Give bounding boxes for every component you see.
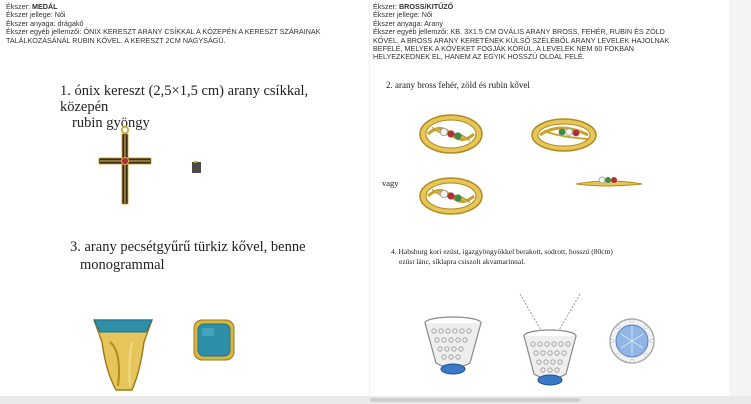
left-header-details: Ékszer egyéb jellemzői: ÓNIX KERESZT ARANY CSÍKKAL A KÖZEPÉN A KERESZT SZÁRAINAK TALÁLKOZÁSÁNÁL RUBIN KŐVEL. A KERESZT 2CM NAGYSÁGÚ.: [6, 27, 321, 45]
caption-cross: 1. ónix kereszt (2,5×1,5 cm) arany csíkkal, közepén rubin gyöngy: [60, 83, 309, 131]
right-header-character: Ékszer jellege: Női: [373, 10, 433, 20]
brooch-front-view-2: [530, 117, 598, 153]
left-header-type: MEDÁL: [31, 2, 58, 11]
label-or: vagy: [382, 178, 399, 188]
caption-necklace: 4. Habsburg kori ezüst, igazgyöngyökkel berakott, sodrott, hosszú (80cm) ezüst lánc, síklapra csiszolt akvamarinnal.: [391, 247, 613, 266]
cross-side-view: [191, 161, 203, 175]
aquamarine-top-view: [607, 316, 657, 366]
left-header-type-row: Ékszer: MEDÁL: [6, 2, 58, 11]
signet-ring-side-view: [88, 312, 158, 394]
left-header-character: Ékszer jellege: Női: [6, 10, 66, 20]
caption-signet-ring: 3. arany pecsétgyűrű türkiz kővel, benne monogrammal: [70, 239, 306, 273]
right-header-details: Ékszer egyéb jellemzői: KB. 3X1.5 CM OVÁLIS ARANY BROSS, FEHÉR, RUBIN ÉS ZÖLD KŐVEL. A BROSS ARANY KERETÉNEK KÜLSŐ SZÉLÉBŐL ARANY LEVELEK HAJOLNAK BEFELÉ, MELYEK A KÖVEKET FOGJÁK KÖRÜL. A LEVELEK NEM 60 FOKBAN HELYEZKEDNEK EL, HANEM AZ EGYIK HOSSZÚ OLDAL FELÉ.: [373, 27, 670, 62]
left-jewel-header: [6, 3, 351, 45]
right-jewel-header: [373, 3, 691, 62]
brooch-front-view-1: [418, 113, 484, 155]
right-header-type-row: Ékszer: BROSS/KITŰZŐ: [373, 2, 454, 11]
left-header-material: Ékszer anyaga: drágakő: [6, 18, 84, 28]
scrollbar-thumb[interactable]: [370, 398, 580, 402]
brooch-side-view: [574, 175, 644, 189]
right-header-type: BROSS/KITŰZŐ: [398, 2, 454, 11]
brooch-front-view-3: [418, 176, 484, 216]
necklace-pendant-front: [420, 313, 486, 379]
right-header-material: Ékszer anyaga: Arany: [373, 18, 443, 28]
necklace-with-chain: [512, 292, 588, 392]
signet-ring-top-view: [192, 318, 236, 362]
caption-brooch: 2. arany bross fehér, zöld és rubin kővel: [386, 80, 530, 90]
page-divider: [369, 0, 370, 396]
viewer-right-edge: [729, 0, 751, 396]
horizontal-scrollbar[interactable]: [0, 396, 751, 404]
onyx-cross-drawing: [95, 125, 165, 205]
